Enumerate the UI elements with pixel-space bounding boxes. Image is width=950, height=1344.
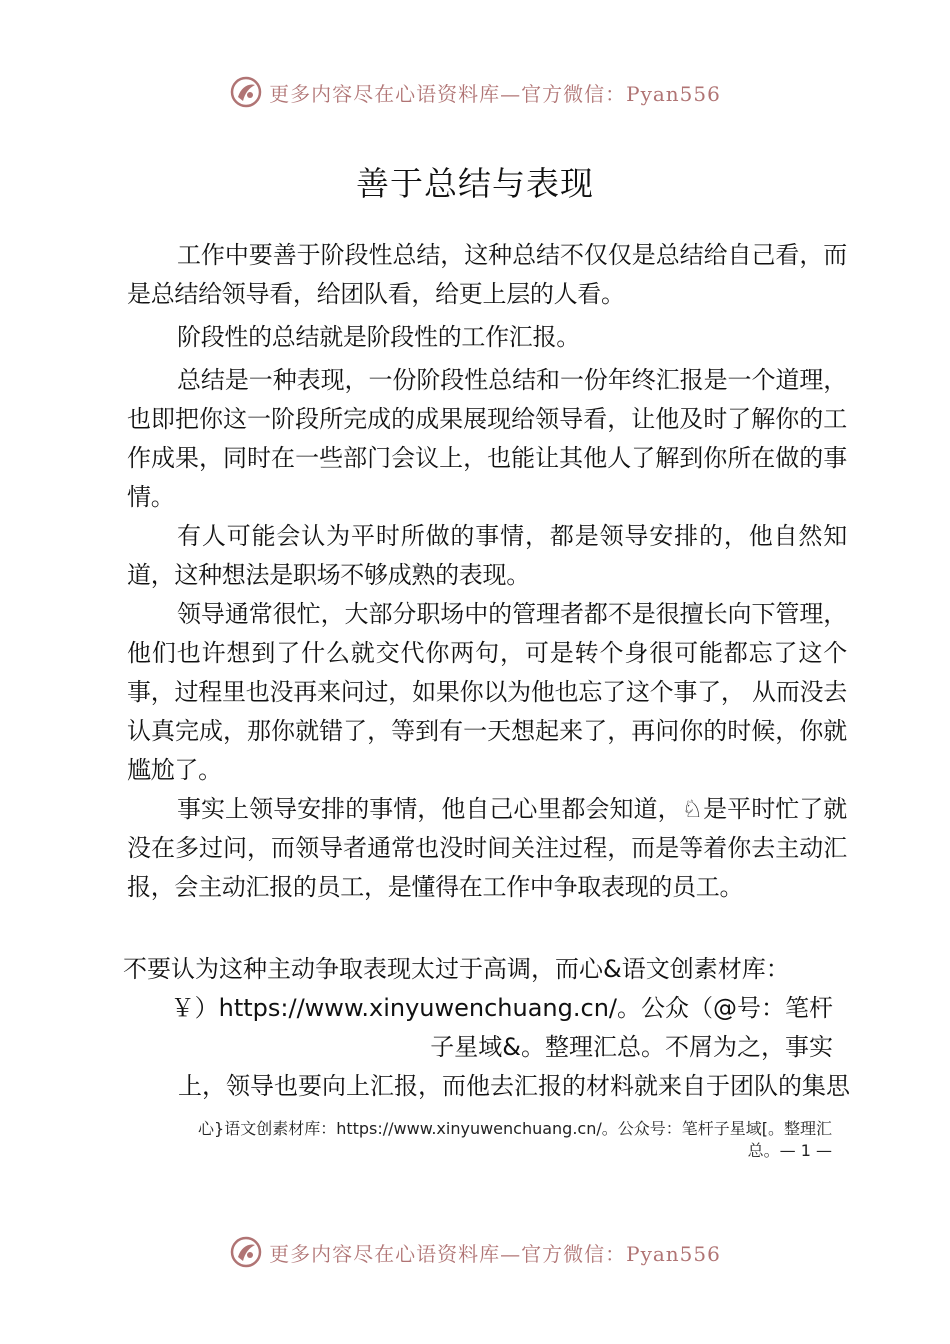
article-body xyxy=(127,236,847,907)
watermark-line-2: ￥）https://www.xinyuwenchuang.cn/。公众（@号：笔杆 xyxy=(170,994,833,1022)
paragraph-4: 有人可能会认为平时所做的事情，都是领导安排的，他自然知道，这种想法是职场不够成熟的表现。 xyxy=(127,522,847,589)
watermark-line-1: 不要认为这种主动争取表现太过于高调，而心&语文创素材库： xyxy=(123,955,790,983)
paragraph-1: 工作中要善于阶段性总结，这种总结不仅仅是总结给自己看，而是总结给领导看，给团队看，给更上层的人看。 xyxy=(127,241,847,308)
paragraph-2: 阶段性的总结就是阶段性的工作汇报。 xyxy=(177,323,580,351)
footer-note xyxy=(127,1118,832,1162)
logo-icon xyxy=(229,75,263,109)
header-banner xyxy=(0,72,950,112)
footer-banner xyxy=(0,1232,950,1272)
footer-note-line-2: 总。— 1 — xyxy=(747,1141,832,1160)
watermark-line-3: 子星域&。整理汇总。不屑为之，事实 xyxy=(430,1033,833,1061)
footer-note-line-1: 心}语文创素材库：https://www.xinyuwenchuang.cn/。公众号：笔杆子星域[。整理汇 xyxy=(198,1119,832,1138)
logo-icon xyxy=(229,1235,263,1269)
watermark-line-4: 上，领导也要向上汇报，而他去汇报的材料就来自于团队的集思 xyxy=(178,1072,850,1100)
header-banner-text: 更多内容尽在心语资料库—官方微信：Pyan556 xyxy=(269,81,721,106)
footer-banner-text: 更多内容尽在心语资料库—官方微信：Pyan556 xyxy=(269,1241,721,1266)
paragraph-6: 事实上领导安排的事情，他自己心里都会知道，♘是平时忙了就没在多过问，而领导者通常也没时间关注过程，而是等着你去主动汇报，会主动汇报的员工，是懂得在工作中争取表现的员工。 xyxy=(127,795,847,901)
paragraph-3: 总结是一种表现，一份阶段性总结和一份年终汇报是一个道理，也即把你这一阶段所完成的成果展现给领导看，让他及时了解你的工作成果，同时在一些部门会议上，也能让其他人了解到你所在做的事情。 xyxy=(127,366,847,511)
paragraph-5: 领导通常很忙，大部分职场中的管理者都不是很擅长向下管理，他们也许想到了什么就交代你两句，可是转个身很可能都忘了这个事，过程里也没再来问过，如果你以为他也忘了这个事了， 从而没去认真完成，那你就错了，等到有一天想起来了，再问你的时候，你就尴尬了。 xyxy=(127,600,847,784)
page-title: 善于总结与表现 xyxy=(356,164,594,203)
